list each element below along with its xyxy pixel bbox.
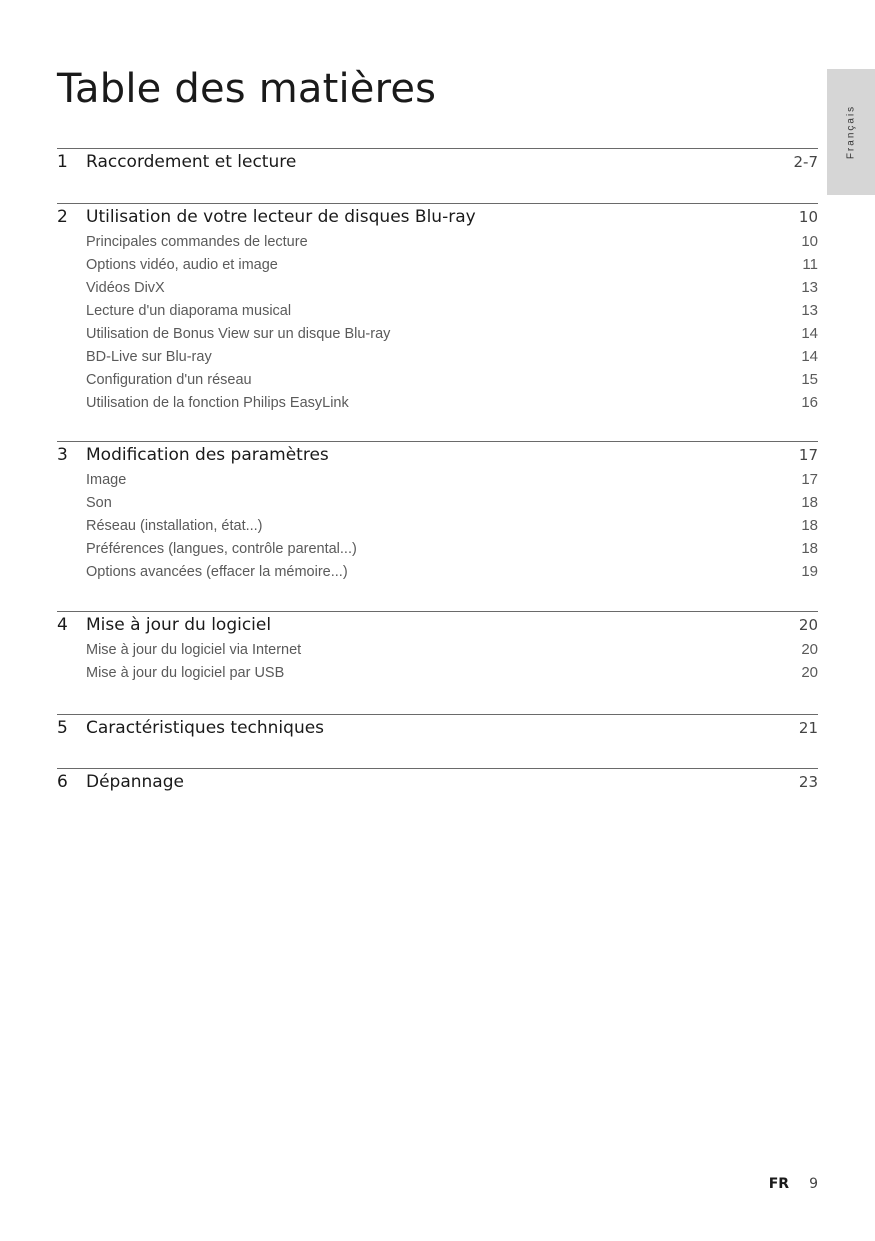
toc-item-page: 14: [801, 348, 818, 365]
section-page-number: 21: [798, 719, 818, 737]
toc-item-label: Réseau (installation, état...): [86, 518, 263, 534]
section-heading[interactable]: [57, 715, 818, 748]
toc-item-label: Options avancées (effacer la mémoire...): [86, 564, 348, 580]
section-number: 6: [57, 772, 68, 792]
toc-section-1: [57, 148, 818, 203]
section-number: 3: [57, 445, 68, 465]
section-page-number: 17: [798, 446, 818, 464]
section-title: Utilisation de votre lecteur de disques Blu-ray: [86, 207, 476, 227]
section-title: Raccordement et lecture: [86, 152, 297, 172]
language-side-tab: [827, 69, 875, 195]
toc-item-page: 18: [801, 494, 818, 511]
section-items: [86, 641, 818, 687]
section-title: Caractéristiques techniques: [86, 718, 325, 738]
side-tab-label: Français: [845, 104, 857, 160]
toc-item[interactable]: [86, 664, 818, 687]
section-number: 2: [57, 207, 68, 227]
toc-item-label: Lecture d'un diaporama musical: [86, 303, 292, 319]
toc-item-label: Options vidéo, audio et image: [86, 257, 278, 273]
toc-item-page: 11: [802, 256, 818, 273]
toc-item-label: Utilisation de Bonus View sur un disque Blu-ray: [86, 326, 391, 342]
toc-item[interactable]: [86, 540, 818, 563]
section-page-number: 23: [798, 773, 818, 791]
toc-item-label: Utilisation de la fonction Philips EasyLink: [86, 395, 349, 411]
toc-item-page: 14: [801, 325, 818, 342]
toc-item[interactable]: [86, 494, 818, 517]
section-items: [86, 233, 818, 417]
toc-item-label: Mise à jour du logiciel via Internet: [86, 642, 302, 658]
toc-item[interactable]: [86, 325, 818, 348]
toc-item-label: Image: [86, 472, 127, 488]
toc-item-page: 18: [801, 517, 818, 534]
toc-section-3: [57, 441, 818, 611]
section-number: 1: [57, 152, 68, 172]
page-footer: [769, 1176, 818, 1192]
toc-item-label: Principales commandes de lecture: [86, 234, 308, 250]
section-heading[interactable]: [57, 769, 818, 802]
toc-item-label: Configuration d'un réseau: [86, 372, 252, 388]
toc-item-label: Préférences (langues, contrôle parental...): [86, 541, 357, 557]
toc-item[interactable]: [86, 394, 818, 417]
page-title: Table des matières: [57, 66, 437, 112]
toc-item-page: 19: [801, 563, 818, 580]
section-page-number: 10: [798, 208, 818, 226]
toc-item-page: 20: [801, 641, 818, 658]
toc-item[interactable]: [86, 256, 818, 279]
toc-item[interactable]: [86, 563, 818, 586]
toc-section-6: [57, 768, 818, 809]
toc-item[interactable]: [86, 348, 818, 371]
toc-section-5: [57, 714, 818, 768]
toc-item-page: 20: [801, 664, 818, 681]
toc-item[interactable]: [86, 641, 818, 664]
toc-item-page: 10: [801, 233, 818, 250]
toc-item-page: 17: [801, 471, 818, 488]
toc-item[interactable]: [86, 302, 818, 325]
footer-page-number: 9: [809, 1176, 818, 1192]
section-title: Mise à jour du logiciel: [86, 615, 272, 635]
section-number: 4: [57, 615, 68, 635]
table-of-contents: [57, 148, 818, 809]
toc-item-page: 13: [801, 302, 818, 319]
toc-item[interactable]: [86, 233, 818, 256]
toc-item-page: 15: [801, 371, 818, 388]
section-title: Dépannage: [86, 772, 184, 792]
section-number: 5: [57, 718, 68, 738]
footer-language-code: FR: [768, 1176, 790, 1192]
toc-item-label: Vidéos DivX: [86, 280, 165, 296]
toc-item-page: 18: [801, 540, 818, 557]
section-page-number: 2-7: [793, 153, 818, 171]
section-items: [86, 471, 818, 586]
section-page-number: 20: [798, 616, 818, 634]
toc-item[interactable]: [86, 279, 818, 302]
section-heading[interactable]: [57, 149, 818, 182]
toc-section-2: [57, 203, 818, 441]
toc-item-label: BD-Live sur Blu-ray: [86, 349, 212, 365]
toc-item-label: Son: [86, 495, 112, 511]
toc-item[interactable]: [86, 471, 818, 494]
toc-section-4: [57, 611, 818, 714]
toc-item-label: Mise à jour du logiciel par USB: [86, 665, 285, 681]
toc-item[interactable]: [86, 371, 818, 394]
toc-item-page: 13: [801, 279, 818, 296]
section-title: Modification des paramètres: [86, 445, 329, 465]
toc-item[interactable]: [86, 517, 818, 540]
toc-item-page: 16: [801, 394, 818, 411]
